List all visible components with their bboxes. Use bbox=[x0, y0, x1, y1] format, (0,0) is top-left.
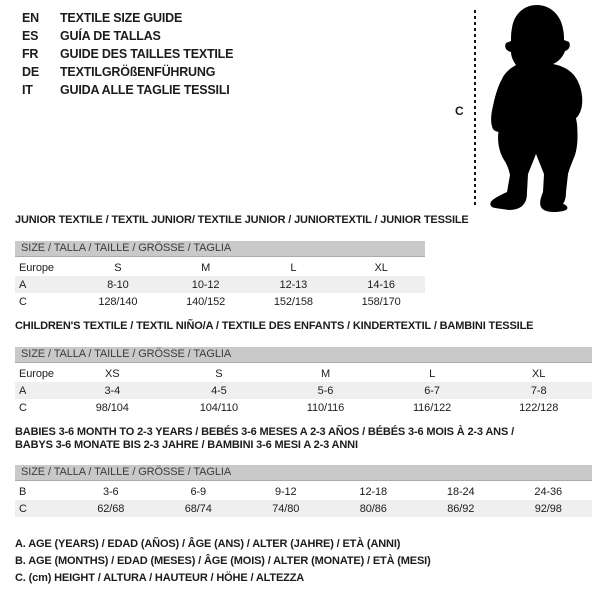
language-label: GUIDA ALLE TAGLIE TESSILI bbox=[60, 83, 230, 97]
value-cell: 62/68 bbox=[97, 502, 125, 515]
value-cell: 3-6 bbox=[102, 485, 119, 498]
value-cell: 12-18 bbox=[359, 485, 388, 498]
value-cell: L bbox=[429, 367, 436, 380]
value-cell: 7-8 bbox=[530, 384, 547, 397]
footnote-line: A. AGE (YEARS) / EDAD (AÑOS) / ÂGE (ANS) / ALTER (JAHRE) / ETÀ (ANNI) bbox=[15, 538, 401, 550]
language-code: DE bbox=[22, 65, 39, 79]
height-measure-label: C bbox=[455, 104, 464, 118]
value-cell: S bbox=[215, 367, 223, 380]
value-cell: 9-12 bbox=[274, 485, 297, 498]
value-cell: 116/122 bbox=[412, 401, 452, 414]
row-label-cell: C bbox=[19, 502, 27, 515]
table-row bbox=[15, 483, 592, 500]
value-cell: 128/140 bbox=[98, 295, 138, 308]
language-item bbox=[22, 27, 233, 45]
language-label: GUIDE DES TAILLES TEXTILE bbox=[60, 47, 234, 61]
language-item bbox=[22, 9, 233, 27]
section-title: BABYS 3-6 MONATE BIS 2-3 JAHRE / BAMBINI 3-6 MESI A 2-3 ANNI bbox=[15, 439, 358, 451]
value-cell: 14-16 bbox=[367, 278, 395, 291]
toddler-silhouette-icon bbox=[483, 2, 595, 219]
size-header-bar: SIZE / TALLA / TAILLE / GRÖSSE / TAGLIA bbox=[15, 465, 592, 481]
value-cell: XS bbox=[105, 367, 120, 380]
value-cell: L bbox=[290, 261, 297, 274]
table-row bbox=[15, 365, 592, 382]
value-cell: 122/128 bbox=[519, 401, 559, 414]
value-cell: 92/98 bbox=[534, 502, 562, 515]
value-cell: 4-5 bbox=[211, 384, 227, 397]
value-cell: 152/158 bbox=[273, 295, 313, 308]
language-label: GUÍA DE TALLAS bbox=[60, 29, 161, 43]
value-cell: 80/86 bbox=[359, 502, 387, 515]
section-title: CHILDREN'S TEXTILE / TEXTIL NIÑO/A / TEXTILE DES ENFANTS / KINDERTEXTIL / BAMBINI TESSILE bbox=[15, 320, 534, 332]
size-header-bar: SIZE / TALLA / TAILLE / GRÖSSE / TAGLIA bbox=[15, 241, 425, 257]
language-item bbox=[22, 63, 233, 81]
value-cell: XL bbox=[374, 261, 388, 274]
size-table bbox=[15, 259, 425, 310]
language-code: FR bbox=[22, 47, 39, 61]
size-table bbox=[15, 365, 592, 416]
language-code: EN bbox=[22, 11, 39, 25]
size-table bbox=[15, 483, 592, 517]
language-item bbox=[22, 45, 233, 63]
section-title-block bbox=[15, 320, 592, 333]
value-cell: 74/80 bbox=[272, 502, 300, 515]
size-header-bar: SIZE / TALLA / TAILLE / GRÖSSE / TAGLIA bbox=[15, 347, 592, 363]
language-code: ES bbox=[22, 29, 39, 43]
row-label-cell: A bbox=[19, 384, 27, 397]
value-cell: 68/74 bbox=[184, 502, 212, 515]
row-label-cell: A bbox=[19, 278, 27, 291]
value-cell: S bbox=[114, 261, 122, 274]
value-cell: 6-7 bbox=[424, 384, 440, 397]
language-code: IT bbox=[22, 83, 33, 97]
value-cell: M bbox=[201, 261, 211, 274]
height-measure-line bbox=[474, 10, 476, 206]
size-section bbox=[15, 214, 469, 310]
value-cell: 104/110 bbox=[199, 401, 239, 414]
table-row bbox=[15, 276, 425, 293]
row-label-cell: Europe bbox=[19, 367, 54, 380]
row-label-cell: C bbox=[19, 401, 27, 414]
row-label-cell: B bbox=[19, 485, 27, 498]
footnotes bbox=[15, 536, 431, 587]
value-cell: M bbox=[320, 367, 331, 380]
table-row bbox=[15, 500, 592, 517]
footnote-line: C. (cm) HEIGHT / ALTURA / HAUTEUR / HÖHE / ALTEZZA bbox=[15, 572, 305, 584]
section-title-block bbox=[15, 426, 592, 452]
language-header bbox=[22, 9, 233, 99]
footnote-line: B. AGE (MONTHS) / EDAD (MESES) / ÂGE (MOIS) / ALTER (MONATE) / ETÀ (MESI) bbox=[15, 555, 431, 567]
size-section bbox=[15, 426, 592, 517]
table-row bbox=[15, 399, 592, 416]
value-cell: 98/104 bbox=[95, 401, 129, 414]
value-cell: 110/116 bbox=[306, 401, 345, 414]
value-cell: 86/92 bbox=[447, 502, 475, 515]
table-row bbox=[15, 293, 425, 310]
value-cell: 10-12 bbox=[191, 278, 220, 291]
section-title: BABIES 3-6 MONTH TO 2-3 YEARS / BEBÉS 3-6 MESES A 2-3 AÑOS / BÉBÉS 3-6 MOIS À 2-3 ANS / bbox=[15, 426, 514, 438]
value-cell: 18-24 bbox=[446, 485, 475, 498]
size-section bbox=[15, 320, 592, 416]
language-item bbox=[22, 81, 233, 99]
value-cell: 6-9 bbox=[190, 485, 207, 498]
language-label: TEXTILGRÖßENFÜHRUNG bbox=[60, 65, 216, 79]
section-title: JUNIOR TEXTILE / TEXTIL JUNIOR/ TEXTILE JUNIOR / JUNIORTEXTIL / JUNIOR TESSILE bbox=[15, 214, 469, 226]
row-label-cell: C bbox=[19, 295, 27, 308]
language-label: TEXTILE SIZE GUIDE bbox=[60, 11, 183, 25]
table-row bbox=[15, 382, 592, 399]
value-cell: 158/170 bbox=[361, 295, 401, 308]
value-cell: XL bbox=[532, 367, 546, 380]
value-cell: 3-4 bbox=[104, 384, 121, 397]
value-cell: 5-6 bbox=[317, 384, 334, 397]
value-cell: 140/152 bbox=[186, 295, 226, 308]
value-cell: 24-36 bbox=[534, 485, 563, 498]
value-cell: 8-10 bbox=[107, 278, 129, 291]
section-title-block bbox=[15, 214, 469, 227]
table-row bbox=[15, 259, 425, 276]
value-cell: 12-13 bbox=[279, 278, 308, 291]
row-label-cell: Europe bbox=[19, 261, 54, 274]
